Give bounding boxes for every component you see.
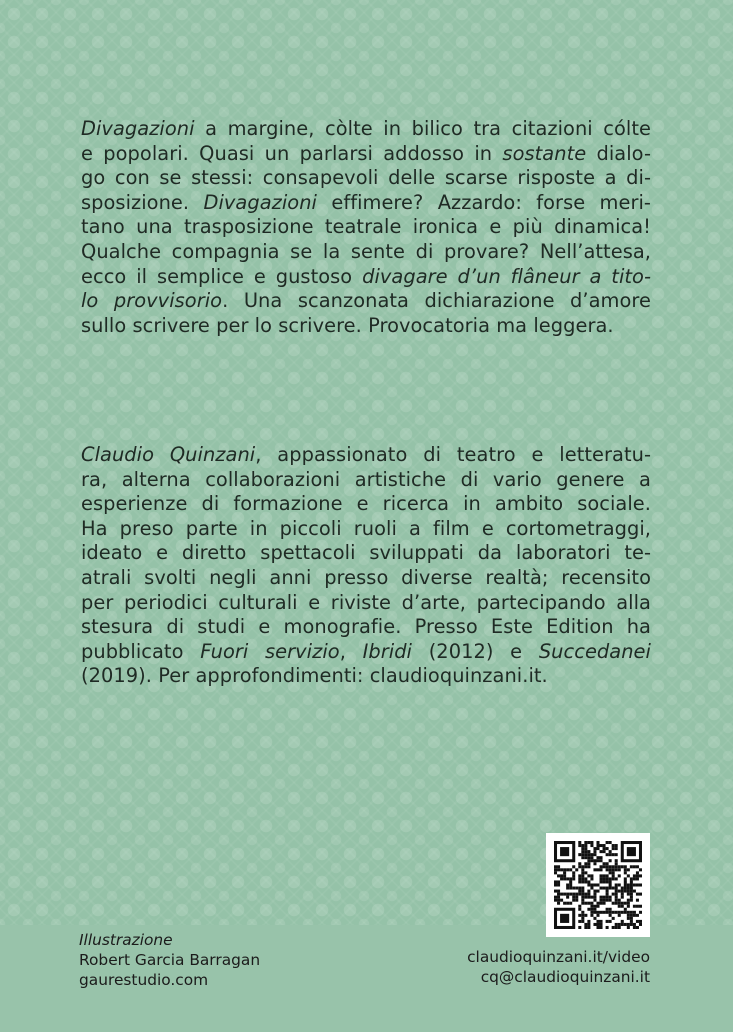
bio-line — [81, 492, 651, 517]
video-link[interactable]: claudioquinzani.it/video — [467, 948, 650, 966]
email-link[interactable]: cq@claudioquinzani.it — [480, 968, 650, 986]
text: ideato e diretto spettacoli sviluppati da laboratori te- — [81, 541, 651, 565]
text: go con se stessi: consapevoli delle scarse risposte a di- — [81, 166, 651, 190]
italic-text: Fuori servizio — [200, 639, 340, 663]
bio-line — [81, 591, 651, 616]
illustrator-name: Robert Garcia Barragan — [79, 951, 261, 969]
bio-line — [81, 517, 651, 542]
text: atrali svolti negli anni presso diverse realtà; recensito — [81, 565, 651, 589]
synopsis-line — [81, 265, 651, 290]
bio-line — [81, 468, 651, 493]
synopsis-line — [81, 117, 651, 142]
text: (2012) e — [412, 639, 539, 663]
bio-line — [81, 664, 651, 689]
illustrator-site-link[interactable]: gaurestudio.com — [79, 971, 209, 989]
italic-text: Divagazioni — [203, 190, 317, 214]
synopsis-line — [81, 142, 651, 167]
qr-code[interactable] — [546, 833, 650, 937]
text: esperienze di formazione e ricerca in ambito sociale. — [81, 492, 651, 516]
italic-text: divagare d’un flâneur a tito- — [362, 264, 652, 288]
text: ra, alterna collaborazioni artistiche di vario genere a — [81, 467, 651, 491]
text: pubblicato — [81, 639, 201, 663]
text: stesura di studi e monografie. Presso Este Edition ha — [81, 615, 651, 639]
synopsis-line — [81, 289, 651, 314]
bio-line — [81, 640, 651, 665]
text: e popolari. Quasi un parlarsi addosso in — [81, 141, 503, 165]
author-contacts — [467, 947, 650, 987]
text: ecco il semplice e gustoso — [81, 264, 363, 288]
italic-text: Divagazioni — [81, 117, 195, 140]
text: per periodici culturali e riviste d’arte, partecipando alla — [81, 590, 651, 614]
synopsis-line — [81, 314, 651, 339]
illustration-credit — [79, 930, 260, 990]
italic-text: lo provvisorio — [81, 289, 223, 313]
author-bio-paragraph — [81, 443, 651, 689]
bio-line — [81, 615, 651, 640]
text: sposizione. — [81, 190, 204, 214]
illustration-label: Illustrazione — [79, 931, 173, 949]
qr-code-icon — [554, 841, 642, 929]
text: tano una trasposizione teatrale ironica e più dinamica! — [81, 215, 651, 239]
synopsis-line — [81, 166, 651, 191]
synopsis-line — [81, 240, 651, 265]
text: a margine, còlte in bilico tra citazioni cólte — [194, 117, 651, 140]
bio-line — [81, 541, 651, 566]
bio-line — [81, 566, 651, 591]
synopsis-paragraph — [81, 117, 651, 338]
italic-text: Claudio Quinzani — [81, 443, 256, 466]
italic-text: sostante — [502, 141, 587, 165]
italic-text: Succedanei — [538, 639, 651, 663]
text: , appassionato di teatro e letteratu- — [255, 443, 651, 466]
text: . Una scanzonata dichiarazione d’amore — [222, 289, 651, 313]
text: effimere? Azzardo: forse meri- — [317, 190, 651, 214]
synopsis-line — [81, 215, 651, 240]
text: dialo- — [586, 141, 651, 165]
bio-line — [81, 443, 651, 468]
synopsis-line — [81, 191, 651, 216]
text: sullo scrivere per lo scrivere. Provocatoria ma leggera. — [81, 313, 614, 337]
text: , — [339, 639, 363, 663]
text: Qualche compagnia se la sente di provare? Nell’attesa, — [81, 239, 651, 263]
italic-text: Ibridi — [362, 639, 412, 663]
text: Ha preso parte in piccoli ruoli a film e cortometraggi, — [81, 516, 651, 540]
text: (2019). Per approfondimenti: claudioquinzani.it. — [81, 664, 548, 688]
